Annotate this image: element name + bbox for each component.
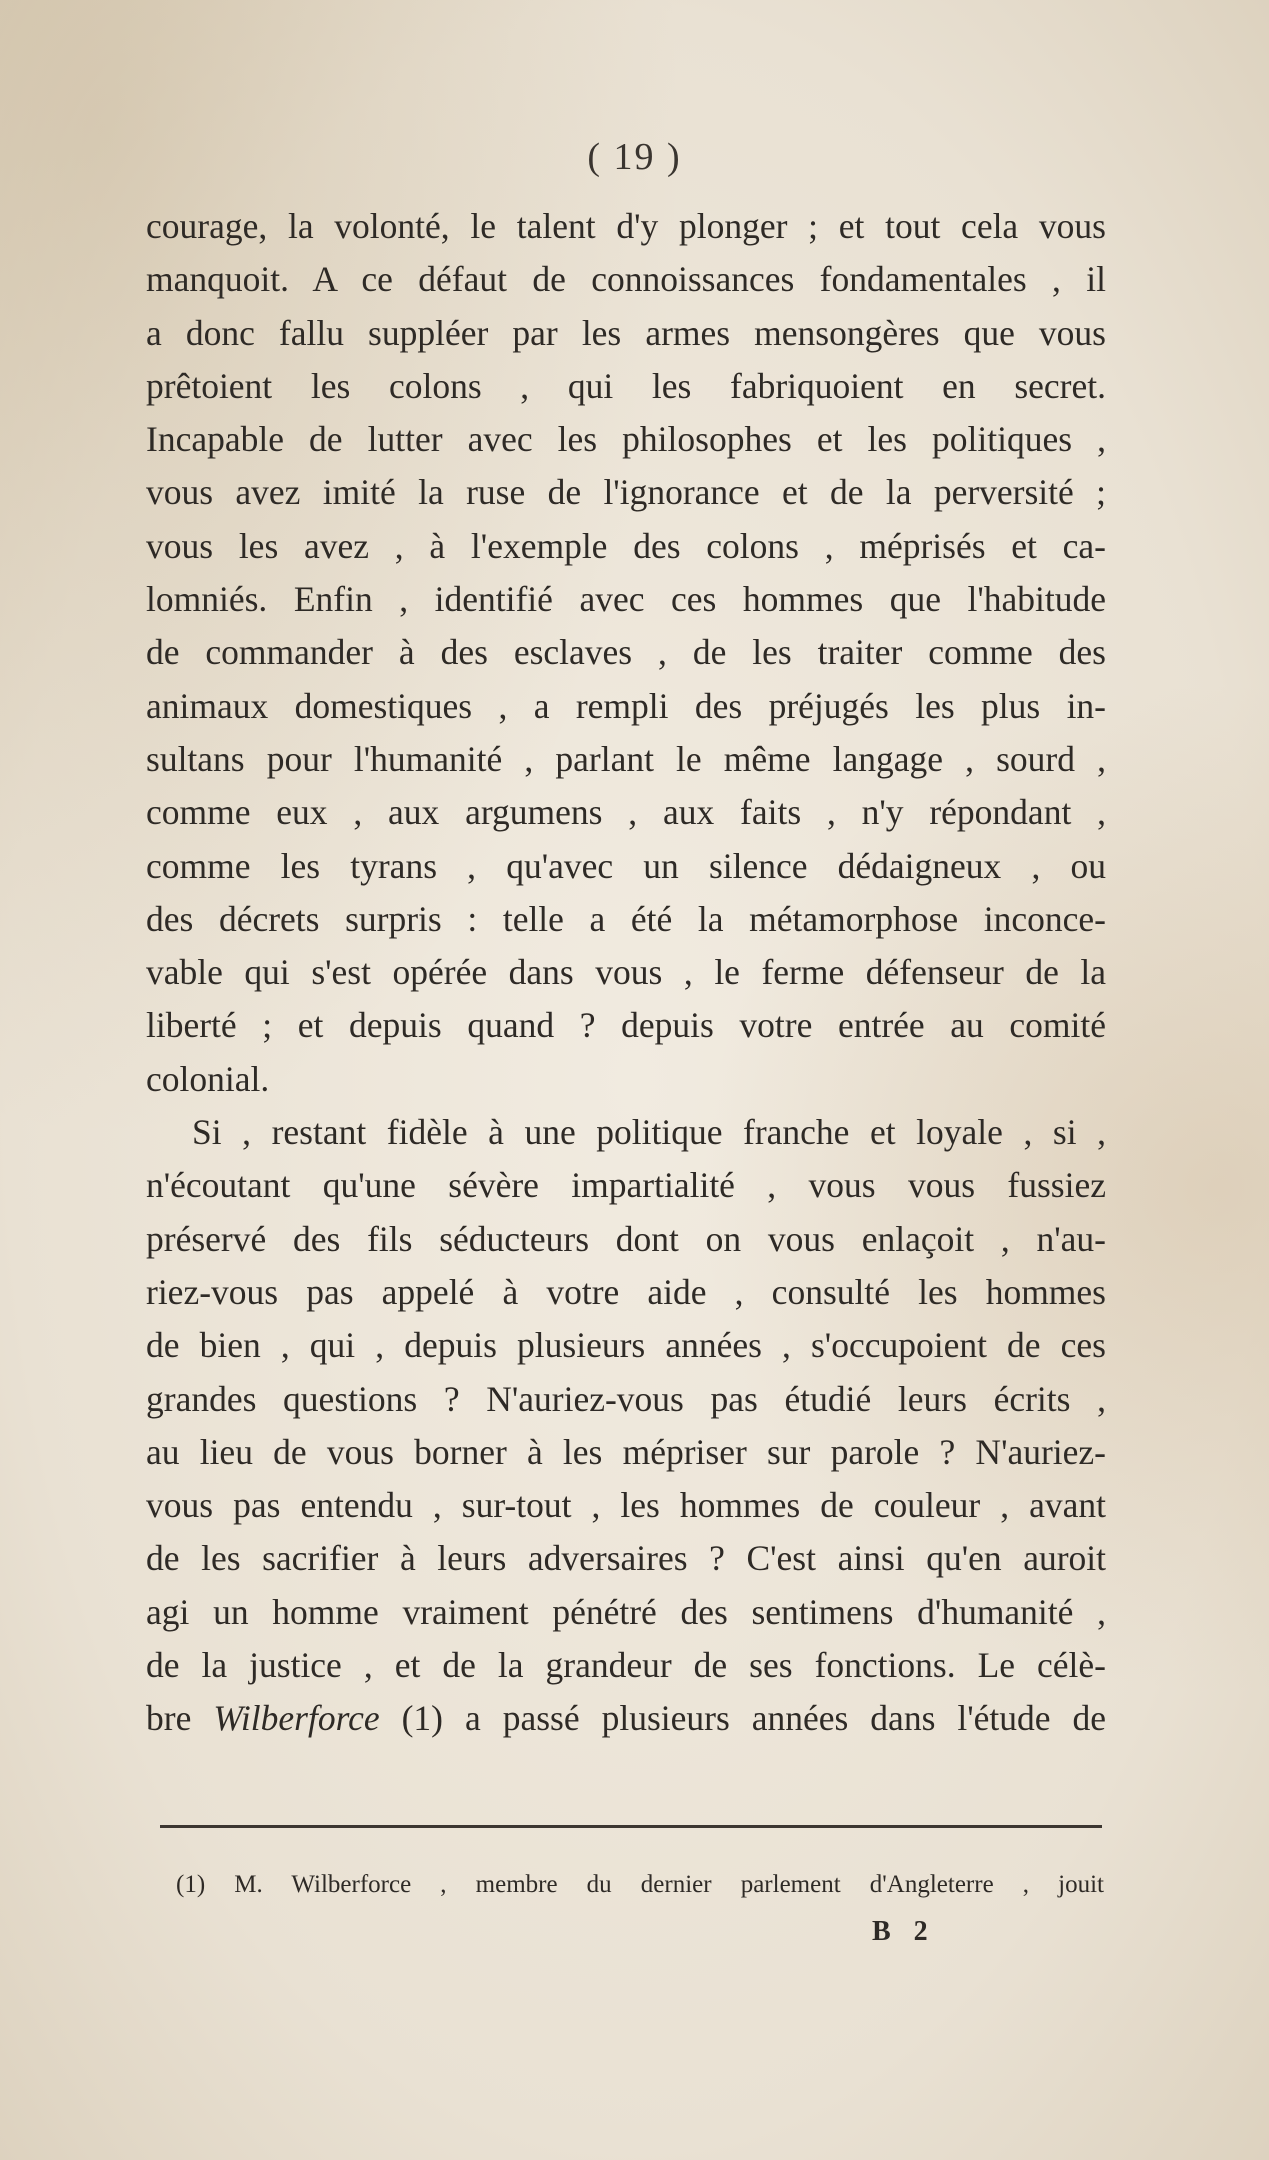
text-line: riez-vous pas appelé à votre aide , consulté les hommes	[146, 1271, 1106, 1312]
text-line: de la justice , et de la grandeur de ses fonctions. Le célè-	[146, 1645, 1106, 1686]
person-name-italic: Wilberforce	[213, 1698, 380, 1739]
text-line: vous pas entendu , sur-tout , les hommes de couleur , avant	[146, 1485, 1106, 1526]
text-line: de bien , qui , depuis plusieurs années , s'occupoient de ces	[146, 1325, 1106, 1366]
text-line: comme les tyrans , qu'avec un silence dédaigneux , ou	[146, 845, 1106, 886]
text-line: de commander à des esclaves , de les traiter comme des	[146, 632, 1106, 673]
text-fragment: (1) a passé plusieurs années dans l'étude de	[379, 1698, 1106, 1739]
text-line: comme eux , aux argumens , aux faits , n'y répondant ,	[146, 792, 1106, 833]
text-line: animaux domestiques , a rempli des préjugés les plus in-	[146, 685, 1106, 726]
text-line: n'écoutant qu'une sévère impartialité , vous vous fussiez	[146, 1165, 1106, 1206]
text-fragment: bre	[146, 1698, 214, 1739]
text-line: lomniés. Enfin , identifié avec ces hommes que l'habitude	[146, 579, 1106, 620]
text-line: vous avez imité la ruse de l'ignorance et de la perversité ;	[146, 472, 1106, 513]
body-text	[146, 200, 1106, 1746]
text-line: grandes questions ? N'auriez-vous pas étudié leurs écrits ,	[146, 1378, 1106, 1419]
text-line: agi un homme vraiment pénétré des sentimens d'humanité ,	[146, 1591, 1106, 1632]
text-line: de les sacrifier à leurs adversaires ? C'est ainsi qu'en auroit	[146, 1538, 1106, 1579]
text-line: prêtoient les colons , qui les fabriquoient en secret.	[146, 365, 1106, 406]
text-line: manquoit. A ce défaut de connoissances fondamentales , il	[146, 259, 1106, 300]
text-line-final	[146, 1692, 1106, 1745]
text-line: sultans pour l'humanité , parlant le même langage , sourd ,	[146, 738, 1106, 779]
text-line: Si , restant fidèle à une politique franche et loyale , si ,	[192, 1112, 1106, 1153]
page-number: ( 19 )	[587, 136, 682, 178]
signature-mark: B 2	[872, 1916, 936, 1947]
text-line: a donc fallu suppléer par les armes mensongères que vous	[146, 312, 1106, 353]
text-line: préservé des fils séducteurs dont on vous enlaçoit , n'au-	[146, 1218, 1106, 1259]
footnote-rule	[160, 1825, 1102, 1828]
text-line: courage, la volonté, le talent d'y plonger ; et tout cela vous	[146, 206, 1106, 246]
text-line: vable qui s'est opérée dans vous , le ferme défenseur de la	[146, 952, 1106, 993]
text-line: colonial.	[146, 1058, 270, 1099]
text-line: des décrets surpris : telle a été la métamorphose inconce-	[146, 898, 1106, 939]
text-line: liberté ; et depuis quand ? depuis votre entrée au comité	[146, 1005, 1106, 1046]
text-line: vous les avez , à l'exemple des colons , méprisés et ca-	[146, 525, 1106, 566]
footnote: (1) M. Wilberforce , membre du dernier parlement d'Angleterre , jouit	[176, 1871, 1104, 1898]
text-line: au lieu de vous borner à les mépriser sur parole ? N'auriez-	[146, 1431, 1106, 1472]
text-line: Incapable de lutter avec les philosophes et les politiques ,	[146, 419, 1106, 460]
